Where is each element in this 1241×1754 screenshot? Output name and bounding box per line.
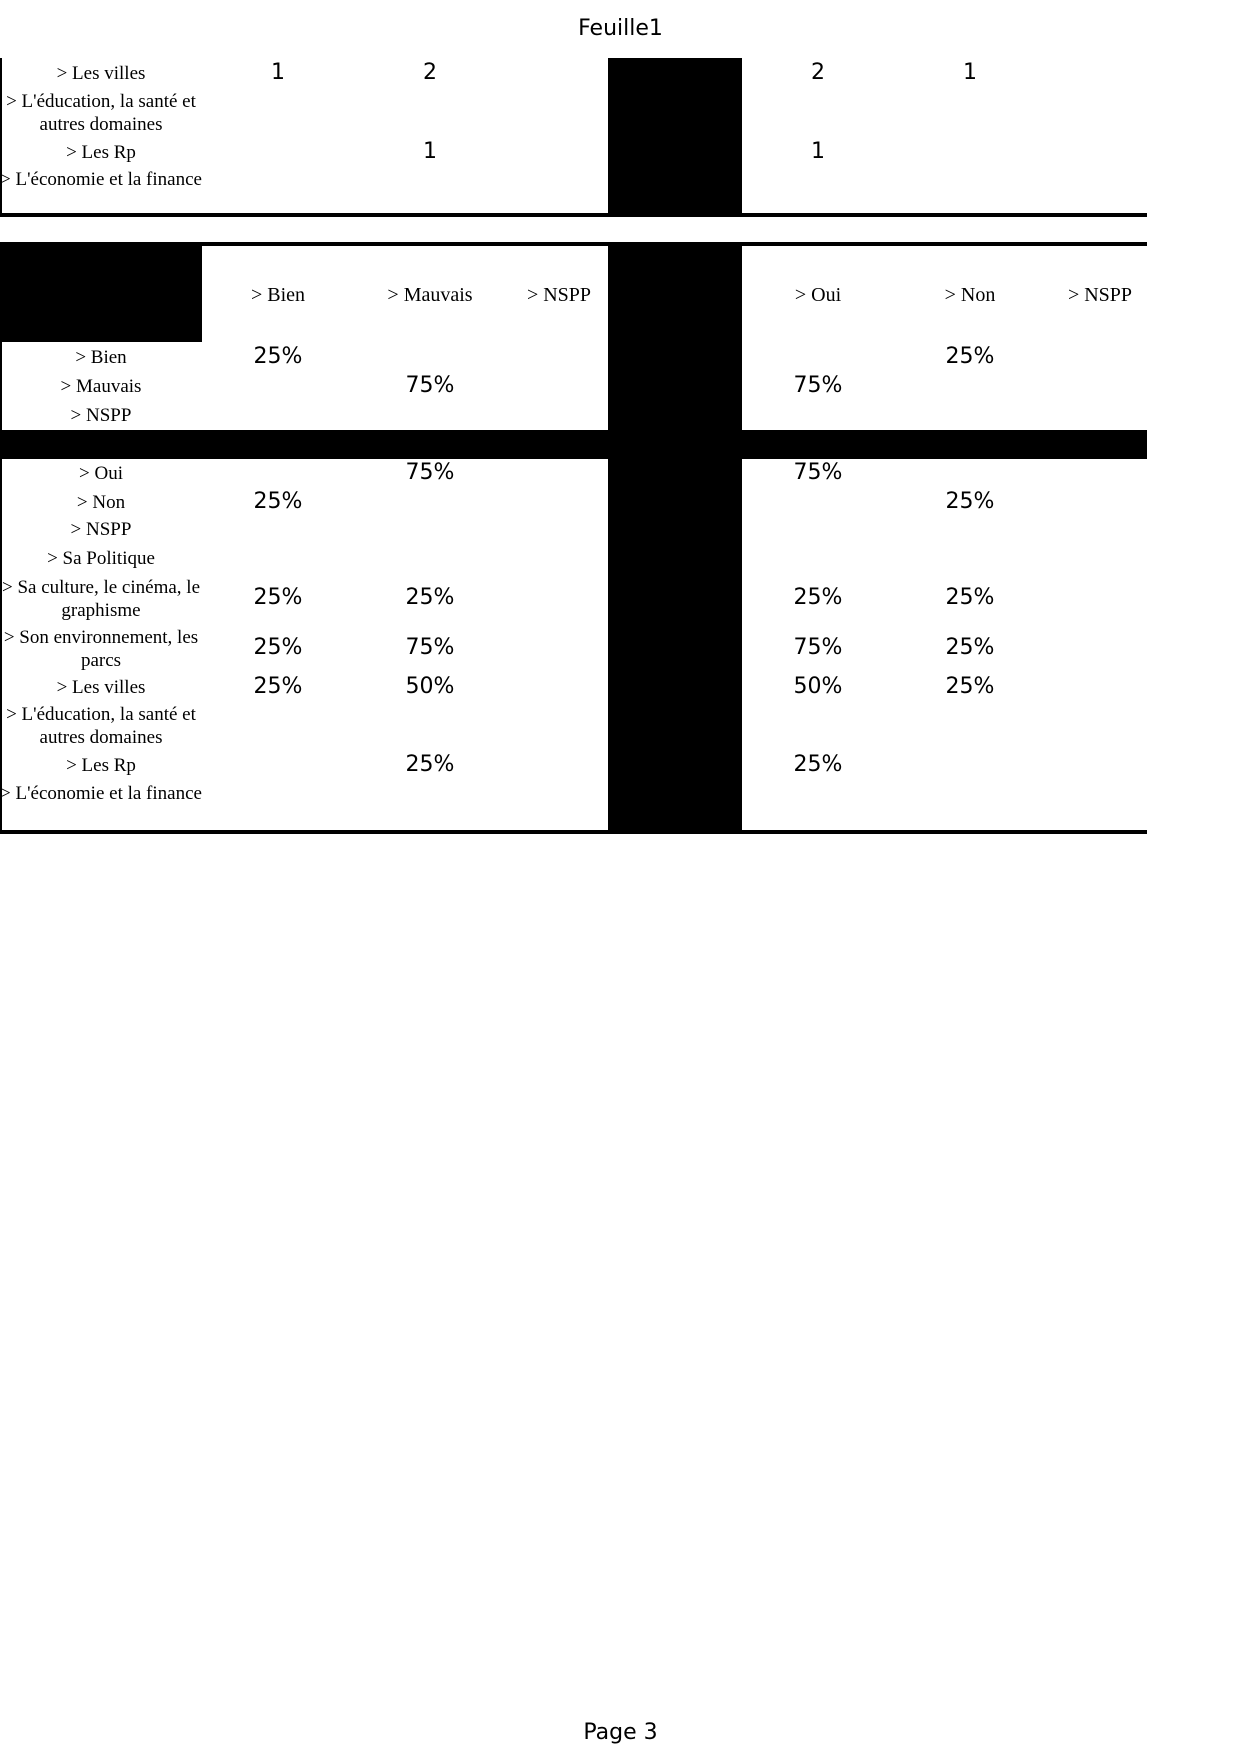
table2-cell: 25% bbox=[405, 752, 455, 777]
table2-row-label: > NSPP bbox=[70, 519, 132, 540]
table1-separator-column bbox=[608, 58, 742, 215]
table2-cell: 25% bbox=[945, 674, 995, 699]
table2-cell: 25% bbox=[253, 635, 303, 660]
table2-cell: 25% bbox=[945, 635, 995, 660]
table2-row-label: > Les Rp bbox=[66, 755, 136, 776]
table1-row-label: > Les Rp bbox=[66, 142, 136, 163]
table1-row-label: > Les villes bbox=[56, 63, 146, 84]
table2-cell: 75% bbox=[405, 635, 455, 660]
table2-row-label: > NSPP bbox=[70, 405, 132, 426]
table2-row-label: > Sa Politique bbox=[47, 548, 155, 569]
table2-row-label: > Les villes bbox=[56, 677, 146, 698]
table2-cell: 75% bbox=[405, 460, 455, 485]
table1-cell: 1 bbox=[271, 60, 285, 85]
table2-group-divider bbox=[0, 430, 1147, 459]
table2-corner-block bbox=[0, 246, 202, 342]
table2-cell: 25% bbox=[253, 344, 303, 369]
table2-separator-column bbox=[608, 246, 742, 832]
table2-row-label: > Non bbox=[76, 492, 126, 513]
table1-bottom-rule bbox=[0, 213, 1147, 217]
table2-row-label: > Mauvais bbox=[60, 376, 142, 397]
table2-row-label: > L'économie et la finance bbox=[0, 783, 202, 804]
column-header: > NSPP bbox=[1067, 284, 1133, 306]
table2-row-label: > Son environnement, les parcs bbox=[3, 627, 199, 671]
table1-row-label: > L'éducation, la santé et autres domaines bbox=[6, 91, 196, 135]
table2-cell: 50% bbox=[405, 674, 455, 699]
column-header: > Non bbox=[944, 284, 996, 306]
table2-cell: 25% bbox=[945, 585, 995, 610]
column-header: > Mauvais bbox=[387, 284, 473, 306]
table2-cell: 25% bbox=[253, 489, 303, 514]
table1-cell: 2 bbox=[423, 60, 437, 85]
table1-cell: 1 bbox=[811, 139, 825, 164]
table1-cell: 2 bbox=[811, 60, 825, 85]
table2-row-label: > Sa culture, le cinéma, le graphisme bbox=[2, 577, 200, 621]
column-header: > Oui bbox=[794, 284, 842, 306]
table2-cell: 50% bbox=[793, 674, 843, 699]
table2-cell: 75% bbox=[793, 373, 843, 398]
sheet-title: Feuille1 bbox=[578, 16, 663, 41]
table2-cell: 25% bbox=[253, 674, 303, 699]
table2-cell: 25% bbox=[793, 585, 843, 610]
table2-cell: 25% bbox=[793, 752, 843, 777]
table2-row-label: > L'éducation, la santé et autres domaines bbox=[6, 704, 196, 748]
table2-cell: 75% bbox=[793, 635, 843, 660]
column-header: > NSPP bbox=[526, 284, 592, 306]
table2-cell: 25% bbox=[405, 585, 455, 610]
column-header: > Bien bbox=[250, 284, 306, 306]
table1-cell: 1 bbox=[963, 60, 977, 85]
table2-cell: 75% bbox=[793, 460, 843, 485]
table2-cell: 25% bbox=[945, 344, 995, 369]
table2-bottom-rule bbox=[0, 830, 1147, 834]
table1-cell: 1 bbox=[423, 139, 437, 164]
table2-cell: 25% bbox=[945, 489, 995, 514]
table2-row-label: > Oui bbox=[79, 463, 123, 484]
table2-cell: 25% bbox=[253, 585, 303, 610]
table2-cell: 75% bbox=[405, 373, 455, 398]
table2-row-label: > Bien bbox=[75, 347, 127, 368]
table1-row-label: > L'économie et la finance bbox=[0, 169, 202, 190]
page-number: Page 3 bbox=[583, 1720, 658, 1745]
